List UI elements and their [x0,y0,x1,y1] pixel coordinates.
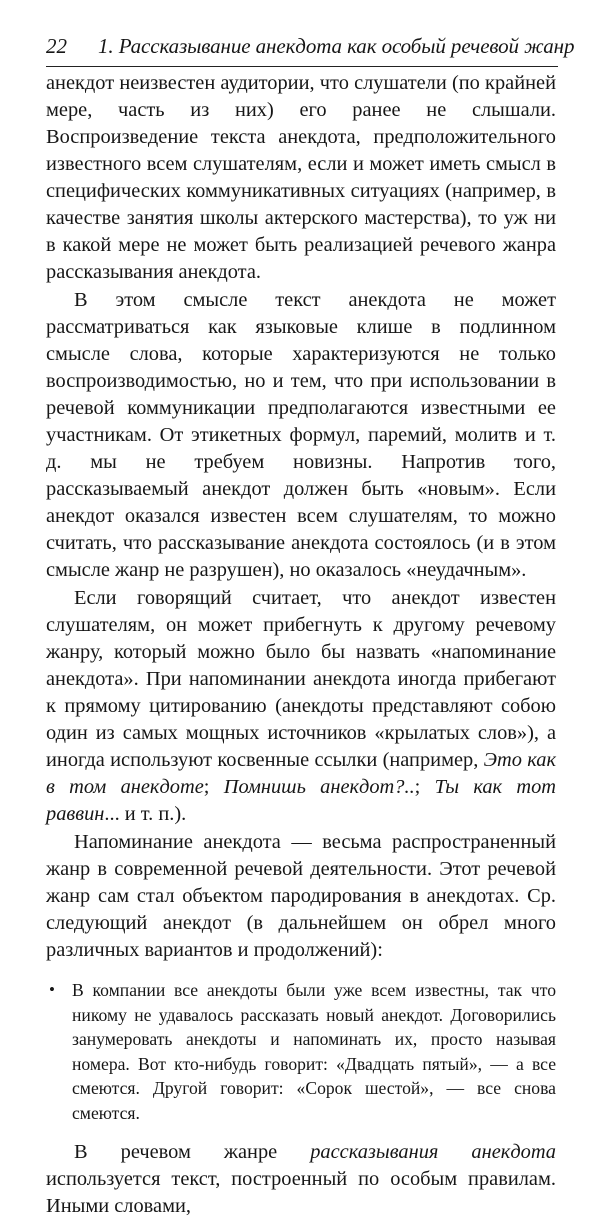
running-title: 1. Рассказывание анекдота как особый речевой жанр [98,34,575,58]
paragraph-text: используется текст, построенный по особым правилам. Иными словами, [46,1168,556,1217]
header-divider [46,66,558,67]
paragraph-text: ... и т. п.). [104,803,187,825]
paragraph: Напоминание анекдота — весьма распространенный жанр в современной речевой деятельности. Этот речевой жанр сам стал объектом пародирования в анекдотах. Ср. следующий анекдот (в дальнейшем он обрел много различных вариантов и продолжений): [46,831,556,961]
separator: ; [414,776,435,798]
running-header [46,34,575,64]
quote-text: В компании все анекдоты были уже всем известны, так что никому не удавалось рассказать новый анекдот. Договорились занумеровать анекдоты и напоминать их, просто называя номера. Вот кто-нибудь говорит: «Двадцать пятый», — а все смеются. Другой говорит: «Сорок шестой», — все снова смеются. [72,980,556,1123]
example-quote: Помнишь анекдот?.. [223,776,415,798]
separator: ; [203,776,224,798]
example-quote: Это как в том анекдоте [46,749,556,798]
example-quote: Ты как тот раввин [46,776,557,825]
paragraph: В этом смысле текст анекдота не может рассматриваться как языковые клише в подлинном смысле слова, которые характеризуются не только воспроизводимостью, но и тем, что при использовании в речевой коммуникации предполагаются известными ее участникам. От этикетных формул, паремий, молитв и т. д. мы не требуем новизны. Напротив того, рассказываемый анекдот должен быть «новым». Если анекдот оказался известен всем слушателям, то можно считать, что рассказывание анекдота состоялось (и в этом смысле жанр не разрушен), но оказалось «неудачным». [46,289,556,581]
anecdote-quote [46,978,556,1125]
bullet-icon: • [49,980,55,999]
paragraph-final [46,1139,556,1220]
paragraph-text: Если говорящий считает, что анекдот известен слушателям, он может прибегнуть к другому речевому жанру, который можно было бы назвать «напоминание анекдота». При напоминании анекдота иногда прибегают к прямому цитированию (анекдоты представляют собою один из самых мощных источников «крылатых слов»), а иногда используют косвенные ссылки (например, [46,587,556,771]
italic-term: рассказывания анекдота [310,1141,556,1163]
paragraph-text: В речевом жанре [74,1141,311,1163]
paragraph-continuation: анекдот неизвестен аудитории, что слушатели (по крайней мере, часть из них) его ранее не слышали. Воспроизведение текста анекдота, предположительного известного всем слушателям, если и может иметь смысл в специфических коммуникативных ситуациях (например, в качестве занятия школы актерского мастерства), то уж ни в какой мере не может быть реализацией речевого жанра рассказывания анекдота. [46,72,556,283]
page-number: 22 [46,34,67,58]
paragraph-with-examples [46,585,556,828]
page-body [46,70,556,1220]
